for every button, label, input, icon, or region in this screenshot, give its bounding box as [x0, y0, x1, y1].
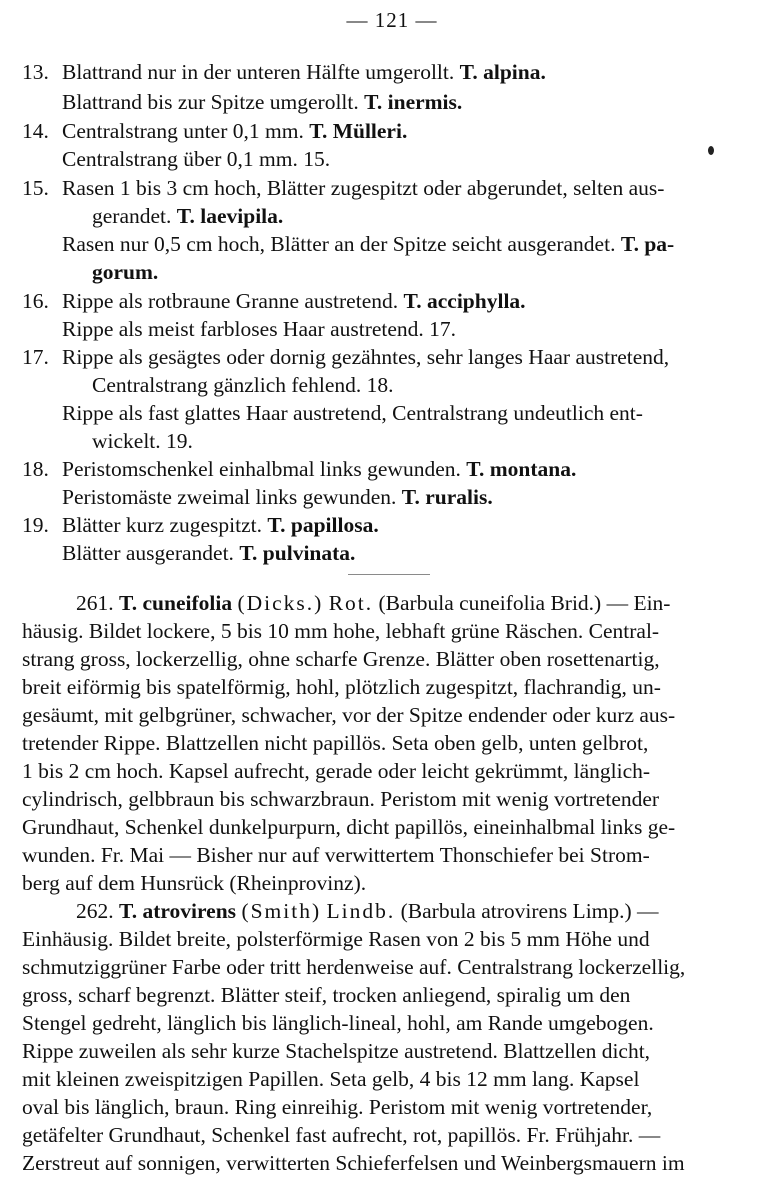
- key-text: Rippe als rotbraune Granne austretend.: [62, 289, 404, 313]
- couplet-number: 19.: [22, 513, 49, 537]
- body-line: gross, scharf begrenzt. Blätter steif, trocken anliegend, spiralig um den: [22, 983, 631, 1007]
- key-taxon: T. alpina.: [459, 60, 546, 84]
- key-text: Rippe als meist farbloses Haar austretend. 17.: [62, 317, 457, 341]
- key-text: Centralstrang gänzlich fehlend. 18.: [92, 373, 394, 397]
- body-line: oval bis länglich, braun. Ring einreihig. Peristom mit wenig vortretender,: [22, 1095, 653, 1119]
- key-taxon: T. papillosa.: [267, 513, 379, 537]
- key-taxon: T. Mülleri.: [309, 119, 408, 143]
- key-line: [62, 314, 456, 344]
- body-text: (Barbula cuneifolia Brid.) — Ein-: [378, 591, 671, 615]
- body-line: schmutziggrüner Farbe oder tritt herdenweise auf. Centralstrang lockerzellig,: [22, 955, 686, 979]
- key-line: [62, 454, 576, 484]
- key-taxon: T. inermis.: [364, 90, 463, 114]
- body-line: gesäumt, mit gelbgrüner, schwacher, vor der Spitze endender oder kurz aus-: [22, 703, 676, 727]
- key-text: Rasen 1 bis 3 cm hoch, Blätter zugespitzt oder abgerundet, selten aus-: [62, 176, 665, 200]
- key-line: [92, 370, 394, 400]
- body-text: (Barbula atrovirens Limp.) —: [400, 899, 659, 923]
- couplet-number: 13.: [22, 60, 49, 84]
- key-text: Blätter ausgerandet.: [62, 541, 240, 565]
- species-name: T. atrovirens: [119, 899, 237, 923]
- body-line: mit kleinen zweispitzigen Papillen. Seta gelb, 4 bis 12 mm lang. Kapsel: [22, 1067, 640, 1091]
- key-line: [62, 482, 493, 512]
- key-taxon: T. pulvinata.: [239, 541, 356, 565]
- couplet-number: 18.: [22, 457, 49, 481]
- species-author-2: Rot.: [328, 591, 374, 615]
- key-text: Blattrand nur in der unteren Hälfte umgerollt.: [62, 60, 460, 84]
- key-taxon: T. acciphylla.: [403, 289, 526, 313]
- species-author: (Dicks.): [237, 591, 324, 615]
- key-text: Blätter kurz zugespitzt.: [62, 513, 268, 537]
- key-text: Centralstrang über 0,1 mm. 15.: [62, 147, 331, 171]
- body-line: Einhäusig. Bildet breite, polsterförmige Rasen von 2 bis 5 mm Höhe und: [22, 927, 650, 951]
- key-text: Rippe als gesägtes oder dornig gezähntes, sehr langes Haar austretend,: [62, 345, 670, 369]
- body-line: getäfelter Grundhaut, Schenkel fast aufrecht, rot, papillös. Fr. Frühjahr. —: [22, 1123, 661, 1147]
- key-line: [92, 201, 283, 231]
- couplet-number: 14.: [22, 119, 49, 143]
- key-line: [62, 116, 407, 146]
- couplet-number: 16.: [22, 289, 49, 313]
- species-heading: [76, 588, 670, 618]
- body-line: cylindrisch, gelbbraun bis schwarzbraun. Peristom mit wenig vortretender: [22, 787, 660, 811]
- body-line: berg auf dem Hunsrück (Rheinprovinz).: [22, 871, 367, 895]
- species-author: (Smith): [241, 899, 322, 923]
- ink-speck: [708, 146, 714, 155]
- couplet-number: 17.: [22, 345, 49, 369]
- species-name: T. cuneifolia: [119, 591, 233, 615]
- key-text: wickelt. 19.: [92, 429, 193, 453]
- body-line: häusig. Bildet lockere, 5 bis 10 mm hohe, lebhaft grüne Räschen. Central-: [22, 619, 660, 643]
- key-line: [62, 87, 462, 117]
- species-author-2: Lindb.: [326, 899, 396, 923]
- body-line: Rippe zuweilen als sehr kurze Stachelspitze austretend. Blattzellen dicht,: [22, 1039, 651, 1063]
- key-text: Blattrand bis zur Spitze umgerollt.: [62, 90, 365, 114]
- key-line: [62, 398, 643, 428]
- key-taxon: T. laevipila.: [176, 204, 284, 228]
- key-text: Peristomschenkel einhalbmal links gewunden.: [62, 457, 467, 481]
- body-line: Zerstreut auf sonnigen, verwitterten Schieferfelsen und Weinbergsmauern im: [22, 1151, 685, 1175]
- key-text: Rippe als fast glattes Haar austretend, Centralstrang undeutlich ent-: [62, 401, 643, 425]
- key-line: [62, 57, 546, 87]
- key-text: Rasen nur 0,5 cm hoch, Blätter an der Spitze seicht ausgerandet.: [62, 232, 621, 256]
- page-number: — 121 —: [346, 8, 438, 32]
- body-line: wunden. Fr. Mai — Bisher nur auf verwittertem Thonschiefer bei Strom-: [22, 843, 650, 867]
- key-taxon: T. ruralis.: [401, 485, 493, 509]
- species-number: 262.: [76, 899, 114, 923]
- key-line: [62, 538, 355, 568]
- species-heading: [76, 896, 659, 926]
- body-line: Grundhaut, Schenkel dunkelpurpurn, dicht papillös, eineinhalbmal links ge-: [22, 815, 676, 839]
- key-line: [92, 257, 158, 287]
- key-line: [62, 229, 674, 259]
- key-line: [62, 510, 379, 540]
- key-text: Centralstrang unter 0,1 mm.: [62, 119, 310, 143]
- key-line: [92, 426, 193, 456]
- section-divider: [348, 574, 430, 575]
- key-line: [62, 173, 664, 203]
- key-line: [62, 286, 526, 316]
- key-line: [62, 144, 330, 174]
- couplet-number: 15.: [22, 176, 49, 200]
- body-line: breit eiförmig bis spatelförmig, hohl, plötzlich zugespitzt, flachrandig, un-: [22, 675, 661, 699]
- key-line: [62, 342, 669, 372]
- species-number: 261.: [76, 591, 114, 615]
- body-line: 1 bis 2 cm hoch. Kapsel aufrecht, gerade oder leicht gekrümmt, länglich-: [22, 759, 651, 783]
- body-line: tretender Rippe. Blattzellen nicht papillös. Seta oben gelb, unten gelbrot,: [22, 731, 649, 755]
- key-taxon: gorum.: [92, 260, 159, 284]
- key-text: Peristomäste zweimal links gewunden.: [62, 485, 402, 509]
- key-text: gerandet.: [92, 204, 177, 228]
- body-line: Stengel gedreht, länglich bis länglich-lineal, hohl, am Rande umgebogen.: [22, 1011, 654, 1035]
- body-line: strang gross, lockerzellig, ohne scharfe Grenze. Blätter oben rosettenartig,: [22, 647, 660, 671]
- key-taxon: T. pa-: [620, 232, 675, 256]
- key-taxon: T. montana.: [466, 457, 577, 481]
